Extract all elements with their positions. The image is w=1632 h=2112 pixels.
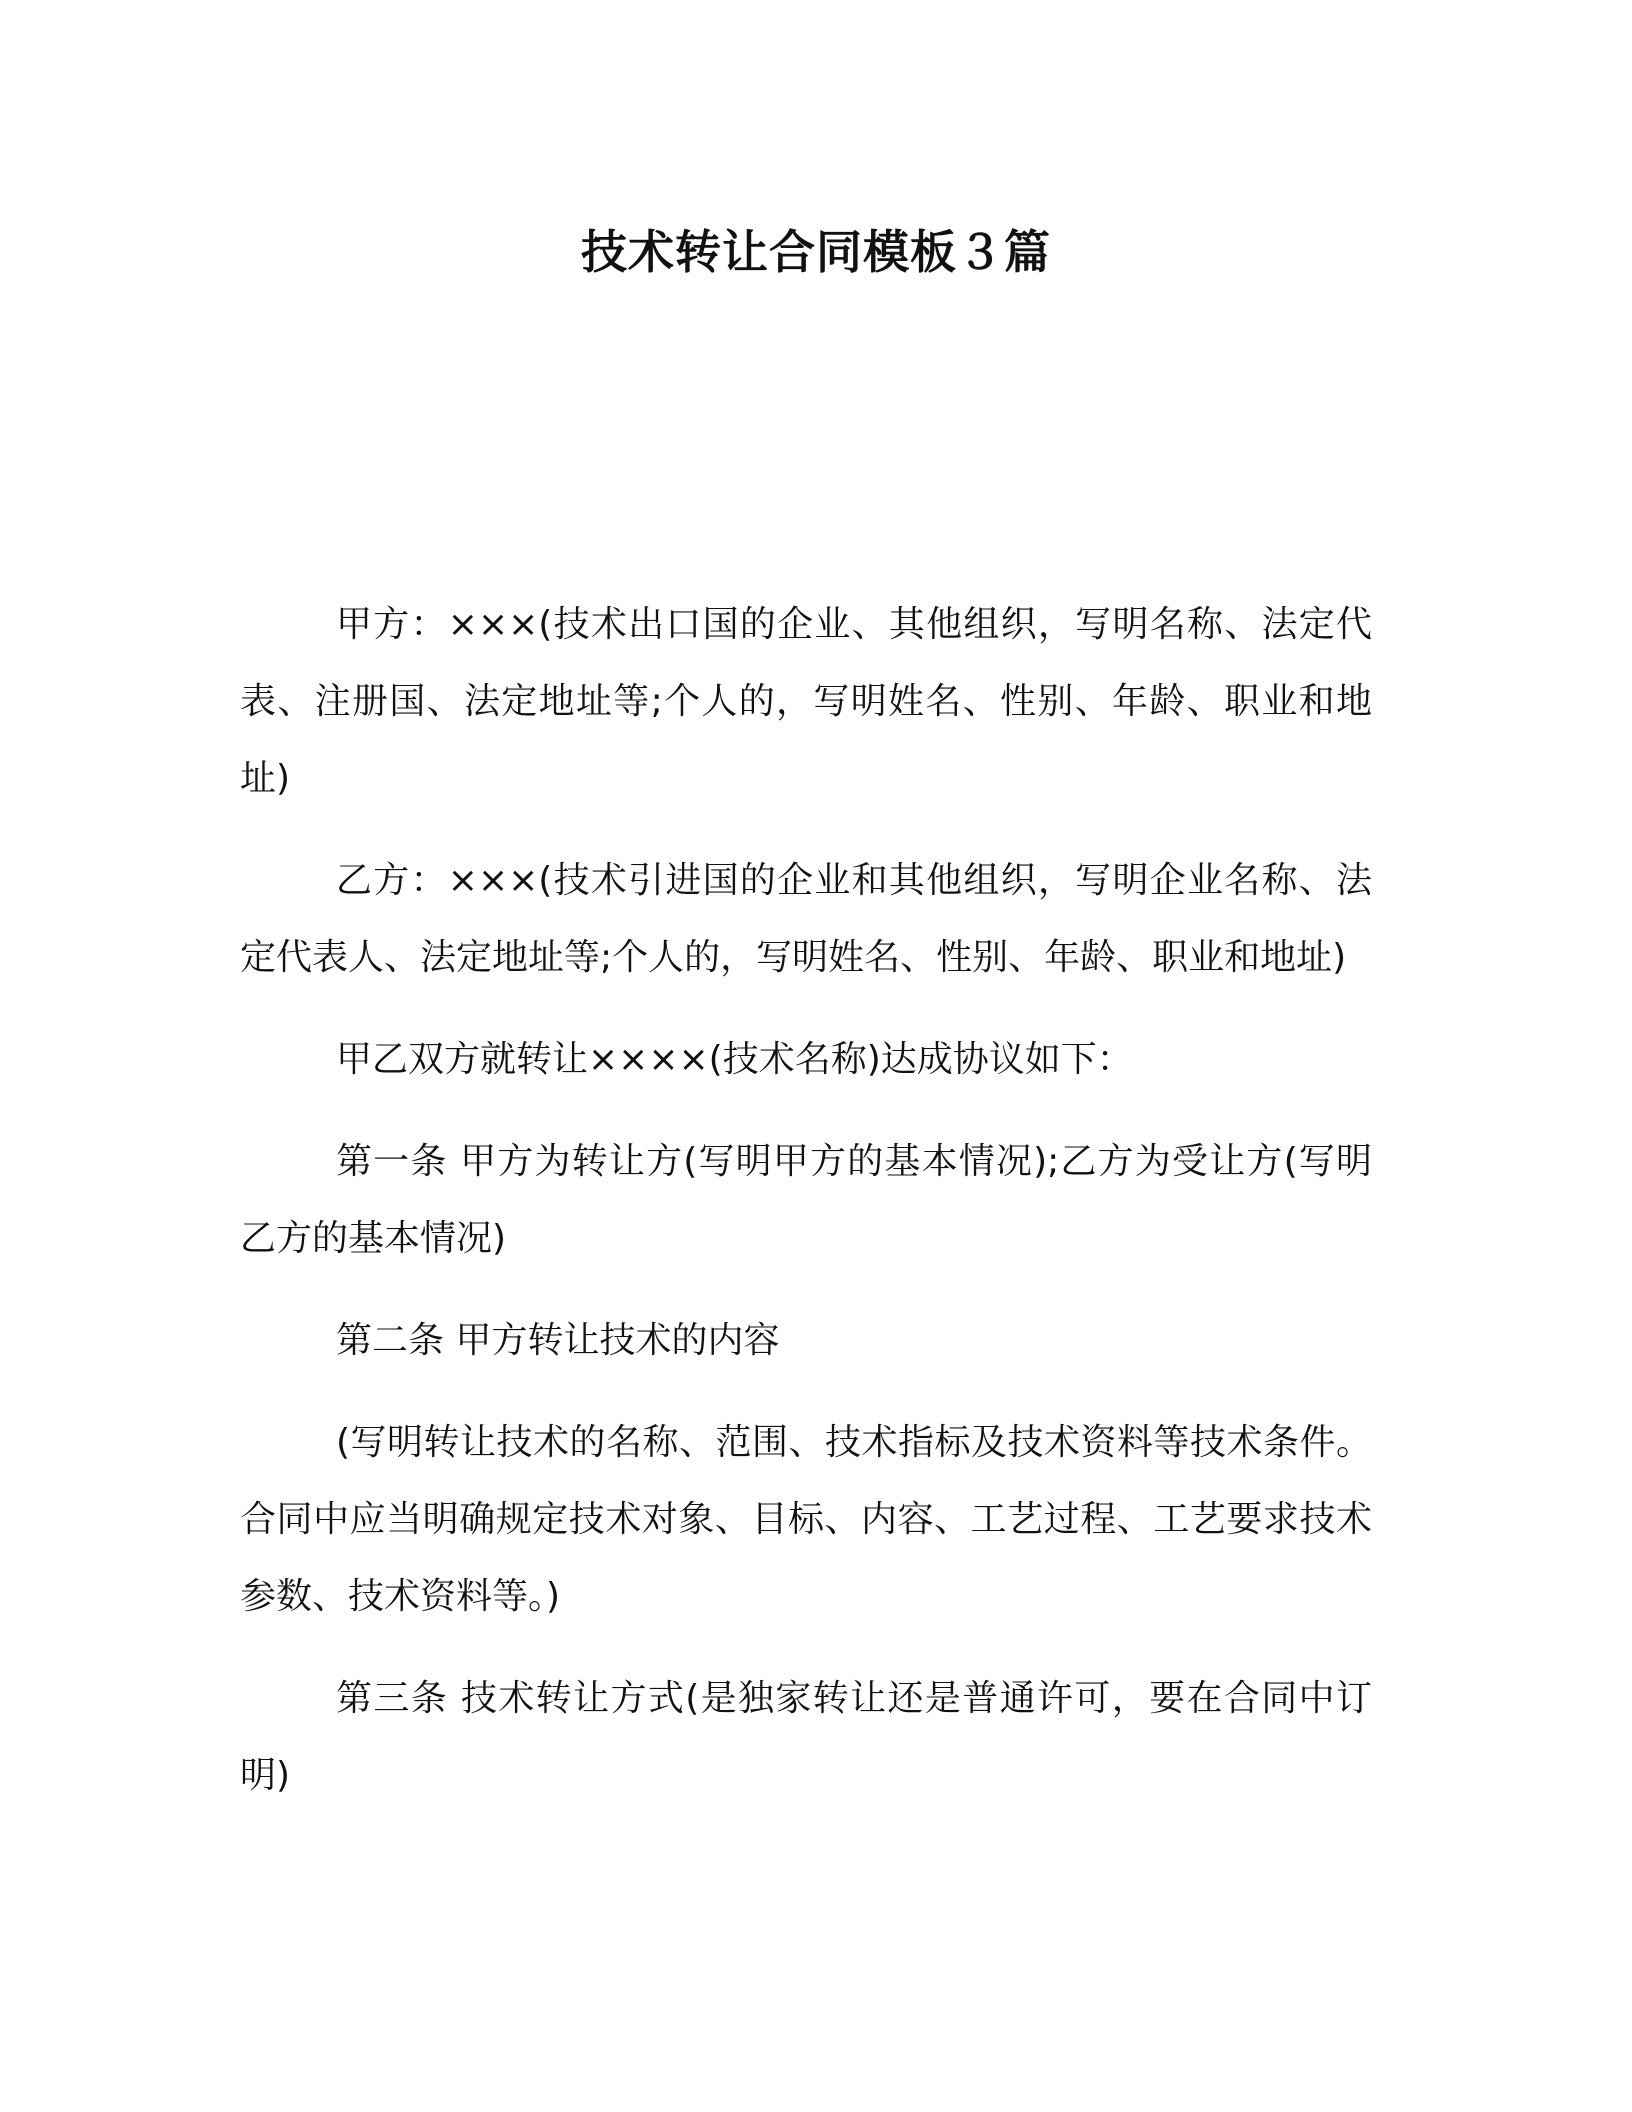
document-title: 技术转让合同模板３篇	[581, 225, 1051, 279]
article-3-paragraph: 第三条 技术转让方式(是独家转让还是普通许可，要在合同中订明)	[240, 1678, 1372, 1796]
party-a-paragraph: 甲方：×××(技术出口国的企业、其他组织，写明名称、法定代表、注册国、法定地址等;个人的，写明姓名、性别、年龄、职业和地址)	[240, 604, 1372, 799]
agreement-intro-paragraph: 甲乙双方就转让××××(技术名称)达成协议如下：	[336, 1039, 1133, 1080]
article-2-detail-paragraph: (写明转让技术的名称、范围、技术指标及技术资料等技术条件。合同中应当明确规定技术对象、目标、内容、工艺过程、工艺要求技术参数、技术资料等。)	[240, 1422, 1372, 1617]
party-b-paragraph: 乙方：×××(技术引进国的企业和其他组织，写明企业名称、法定代表人、法定地址等;个人的，写明姓名、性别、年龄、职业和地址)	[240, 860, 1372, 978]
article-1-paragraph: 第一条 甲方为转让方(写明甲方的基本情况);乙方为受让方(写明乙方的基本情况)	[240, 1141, 1372, 1259]
article-2-heading: 第二条 甲方转让技术的内容	[336, 1320, 780, 1361]
document-body	[240, 586, 1372, 1839]
